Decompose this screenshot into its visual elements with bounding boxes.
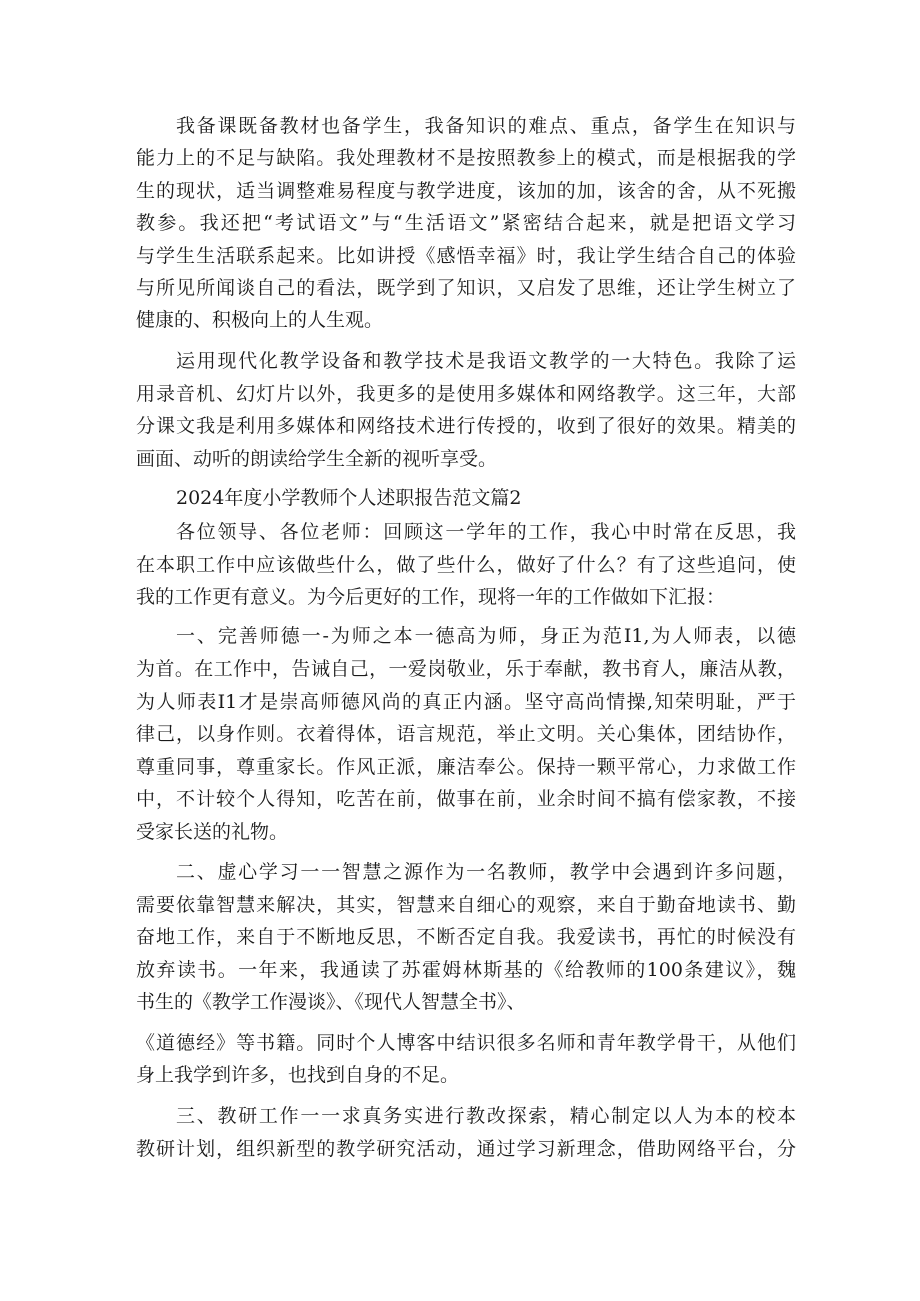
text-line: 画面、动听的朗读给学生全新的视听享受。 bbox=[136, 448, 498, 470]
text-line: 为人师表I1才是崇高师德风尚的真正内涵。坚守高尚情操,知荣明耻，严于 bbox=[136, 691, 796, 713]
text-line: 为首。在工作中，告诫自己，一爱岗敬业，乐于奉献，教书育人，廉洁从教， bbox=[136, 658, 796, 680]
text-line: 健康的、积极向上的人生观。 bbox=[136, 309, 384, 331]
text-line: 我的工作更有意义。为今后更好的工作，现将一年的工作做如下汇报： bbox=[136, 586, 726, 608]
text-line: 教参。我还把“考试语文”与“生活语文”紧密结合起来，就是把语文学习 bbox=[136, 212, 796, 234]
text-line: 各位领导、各位老师：回顾这一学年的工作，我心中时常在反思，我 bbox=[176, 521, 796, 543]
text-line: 用录音机、幻灯片以外，我更多的是使用多媒体和网络教学。这三年，大部 bbox=[136, 383, 796, 405]
text-line: 在本职工作中应该做些什么，做了些什么，做好了什么？有了这些追问，使 bbox=[136, 554, 796, 576]
text-line: 奋地工作，来自于不断地反思，不断否定自我。我爱读书，再忙的时候没有 bbox=[136, 926, 796, 948]
text-line: 二、虚心学习一一智慧之源作为一名教师，教学中会遇到许多问题， bbox=[176, 861, 796, 883]
text-line: 《道德经》等书籍。同时个人博客中结识很多名师和青年教学骨干，从他们 bbox=[136, 1032, 796, 1054]
text-line: 需要依靠智慧来解决，其实，智慧来自细心的观察，来自于勤奋地读书、勤 bbox=[136, 894, 796, 916]
text-line: 书生的《教学工作漫谈》、《现代人智慧全书》、 bbox=[136, 991, 526, 1013]
text-line: 一、完善师德一-为师之本一德高为师，身正为范I1,为人师表，以德 bbox=[176, 625, 796, 647]
text-line: 我备课既备教材也备学生，我备知识的难点、重点，备学生在知识与 bbox=[176, 115, 796, 137]
text-line: 与学生生活联系起来。比如讲授《感悟幸福》时，我让学生结合自己的体验 bbox=[136, 245, 796, 267]
text-line: 受家长送的礼物。 bbox=[136, 821, 289, 843]
text-line: 中，不计较个人得知，吃苦在前，做事在前，业余时间不搞有偿家教，不接 bbox=[136, 788, 796, 810]
text-line: 身上我学到许多，也找到自身的不足。 bbox=[136, 1064, 460, 1086]
text-line: 生的现状，适当调整难易程度与教学进度，该加的加，该舍的舍，从不死搬 bbox=[136, 180, 796, 202]
text-line: 分课文我是利用多媒体和网络技术进行传授的，收到了很好的效果。精美的 bbox=[136, 415, 796, 437]
text-line: 能力上的不足与缺陷。我处理教材不是按照教参上的模式，而是根据我的学 bbox=[136, 147, 796, 169]
text-line: 运用现代化教学设备和教学技术是我语文教学的一大特色。我除了运 bbox=[176, 350, 796, 372]
text-line: 教研计划，组织新型的教学研究活动，通过学习新理念，借助网络平台，分 bbox=[136, 1138, 796, 1160]
text-line: 尊重同事，尊重家长。作风正派，廉洁奉公。保持一颗平常心，力求做工作 bbox=[136, 756, 796, 778]
text-line: 三、教研工作一一求真务实进行教改探索，精心制定以人为本的校本 bbox=[176, 1105, 796, 1127]
text-line: 律己，以身作则。衣着得体，语言规范，举止文明。关心集体，团结协作， bbox=[136, 723, 796, 745]
text-line: 与所见所闻谈自己的看法，既学到了知识，又启发了思维，还让学生树立了 bbox=[136, 277, 796, 299]
text-line: 放弃读书。一年来，我通读了苏霍姆林斯基的《给教师的100条建议》，魏 bbox=[136, 959, 796, 981]
section-heading: 2024年度小学教师个人述职报告范文篇2 bbox=[176, 487, 522, 509]
